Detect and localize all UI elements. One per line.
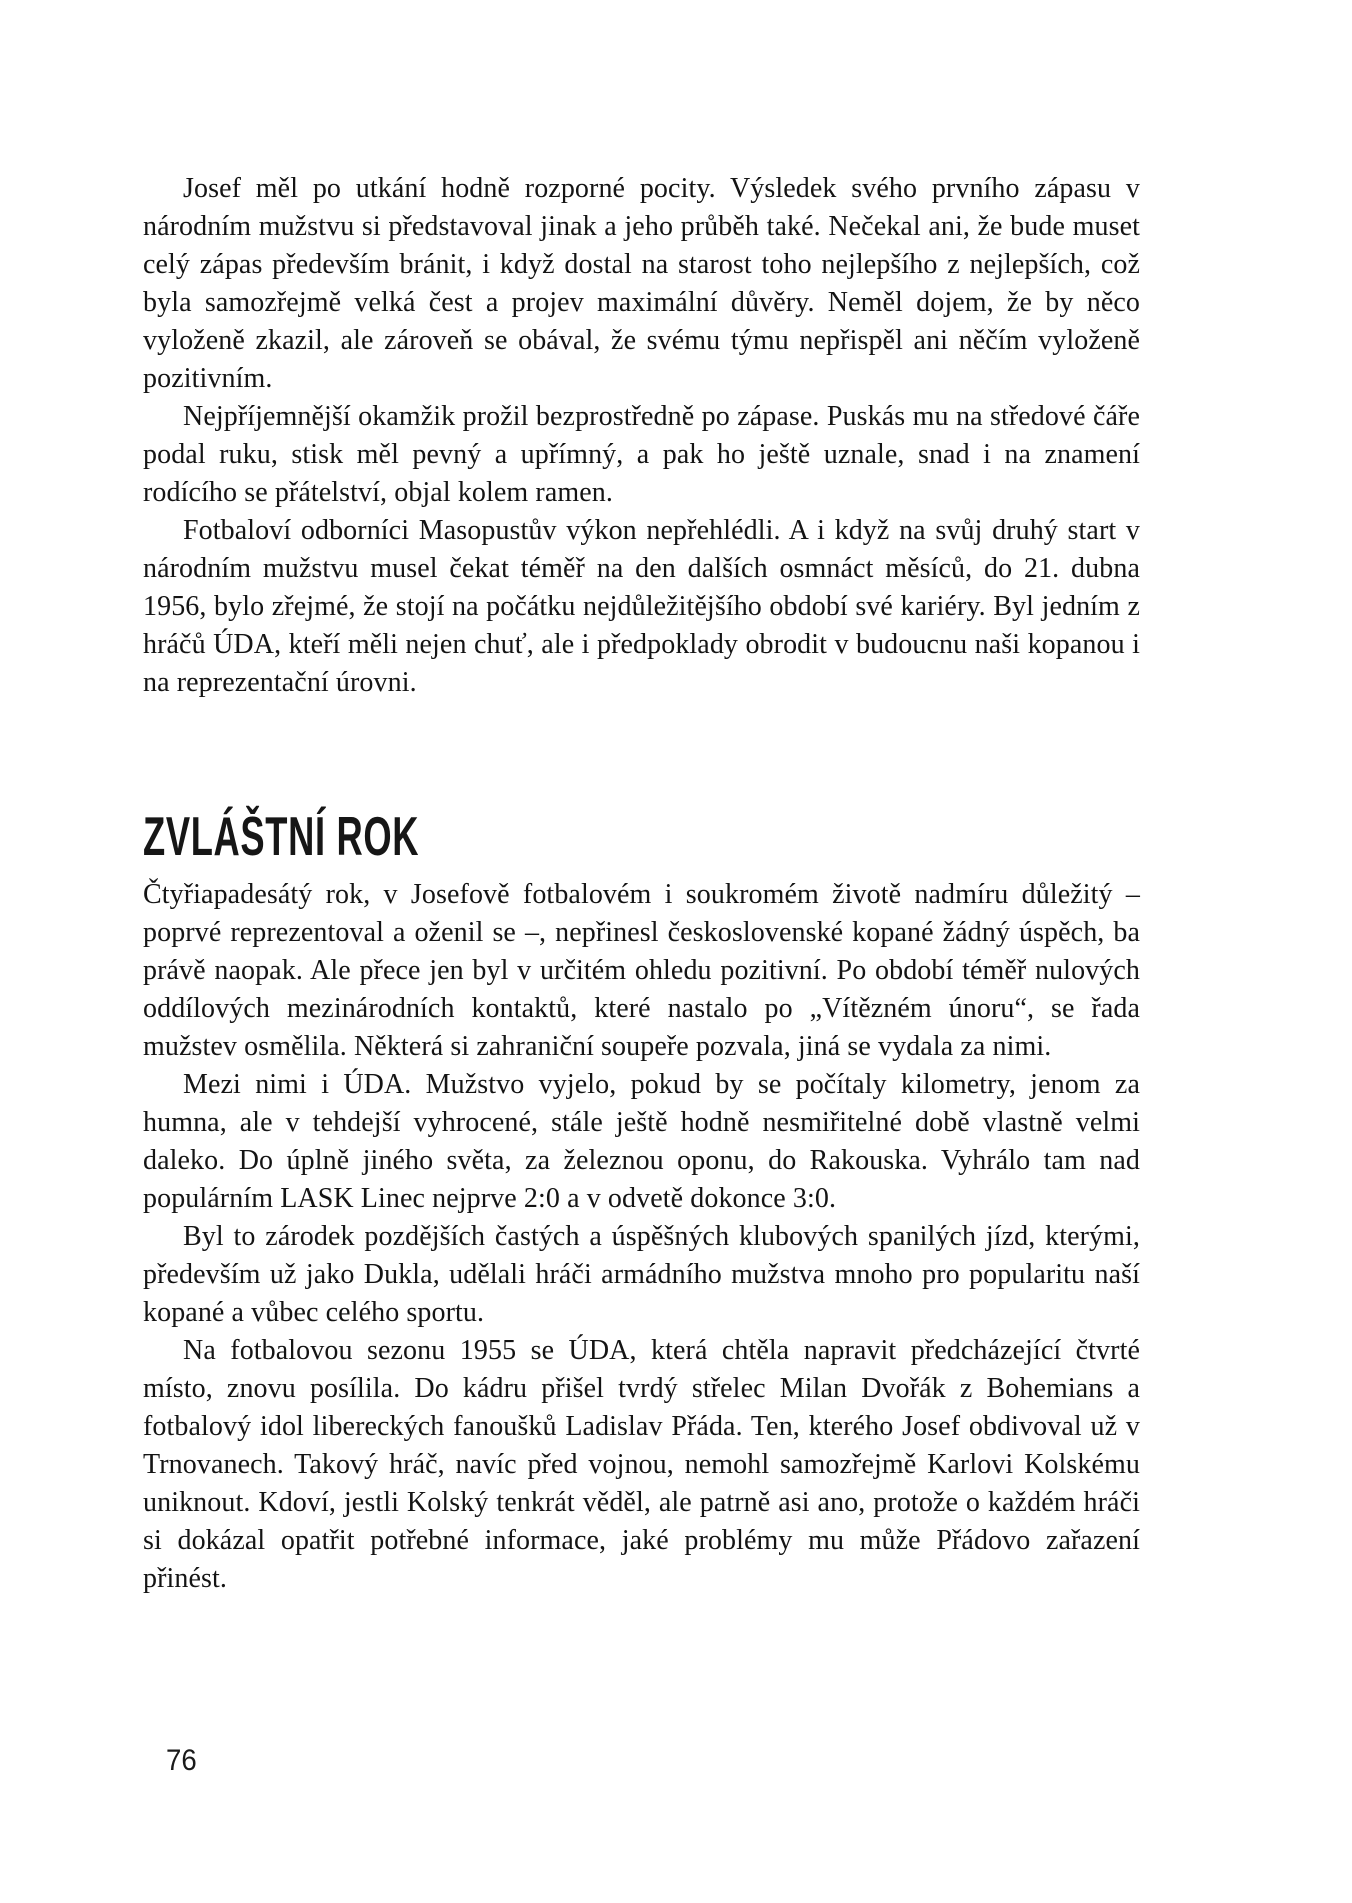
- paragraph: Na fotbalovou sezonu 1955 se ÚDA, která chtěla napravit předcházející čtvrté místo, znovu posílila. Do kádru přišel tvrdý střelec Milan Dvořák z Bohemians a fotbalový idol libereckých fanoušků Ladislav Přáda. Ten, kterého Josef obdivoval už v Trnovanech. Takový hráč, navíc před vojnou, nemohl samozřejmě Karlovi Kolskému uniknout. Kdoví, jestli Kolský tenkrát věděl, ale patrně asi ano, protože o každém hráči si dokázal opatřit potřebné informace, jaké problémy mu může Přádovo zařazení přinést.: [143, 1335, 1140, 1594]
- paragraph: Mezi nimi i ÚDA. Mužstvo vyjelo, pokud by se počítaly kilometry, jenom za humna, ale v tehdejší vyhrocené, stále ještě hodně nesmiřitelné době vlastně velmi daleko. Do úplně jiného světa, za železnou oponu, do Rakouska. Vyhrálo tam nad populárním LASK Linec nejprve 2:0 a v odvetě dokonce 3:0.: [143, 1069, 1140, 1214]
- paragraph: Čtyřiapadesátý rok, v Josefově fotbalovém i soukromém životě nadmíru důležitý – poprvé reprezentoval a oženil se –, nepřinesl československé kopané žádný úspěch, ba právě naopak. Ale přece jen byl v určitém ohledu pozitivní. Po období téměř nulových oddílových mezinárodních kontaktů, které nastalo po „Vítězném únoru“, se řada mužstev osmělila. Některá si zahraniční soupeře pozvala, jiná se vydala za nimi.: [143, 879, 1140, 1062]
- section-heading: ZVLÁŠTNÍ ROK: [143, 805, 420, 867]
- paragraph: Fotbaloví odborníci Masopustův výkon nepřehlédli. A i když na svůj druhý start v národním mužstvu musel čekat téměř na den dalších osmnáct měsíců, do 21. dubna 1956, bylo zřejmé, že stojí na počátku nejdůležitějšího období své kariéry. Byl jedním z hráčů ÚDA, kteří měli nejen chuť, ale i předpoklady obrodit v budoucnu naši kopanou i na reprezentační úrovni.: [143, 515, 1140, 698]
- page-number: 76: [166, 1744, 197, 1777]
- paragraph: Byl to zárodek pozdějších častých a úspěšných klubových spanilých jízd, kterými, především už jako Dukla, udělali hráči armádního mužstva mnoho pro popularitu naší kopané a vůbec celého sportu.: [143, 1221, 1140, 1328]
- paragraph: Nejpříjemnější okamžik prožil bezprostředně po zápase. Puskás mu na středové čáře podal ruku, stisk měl pevný a upřímný, a pak ho ještě uznale, snad i na znamení rodícího se přátelství, objal kolem ramen.: [143, 401, 1140, 508]
- text-block: [143, 170, 1140, 1598]
- paragraph: Josef měl po utkání hodně rozporné pocity. Výsledek svého prvního zápasu v národním mužstvu si představoval jinak a jeho průběh také. Nečekal ani, že bude muset celý zápas především bránit, i když dostal na starost toho nejlepšího z nejlepších, což byla samozřejmě velká čest a projev maximální důvěry. Neměl dojem, že by něco vyloženě zkazil, ale zároveň se obával, že svému týmu nepřispěl ani něčím vyloženě pozitivním.: [143, 173, 1140, 394]
